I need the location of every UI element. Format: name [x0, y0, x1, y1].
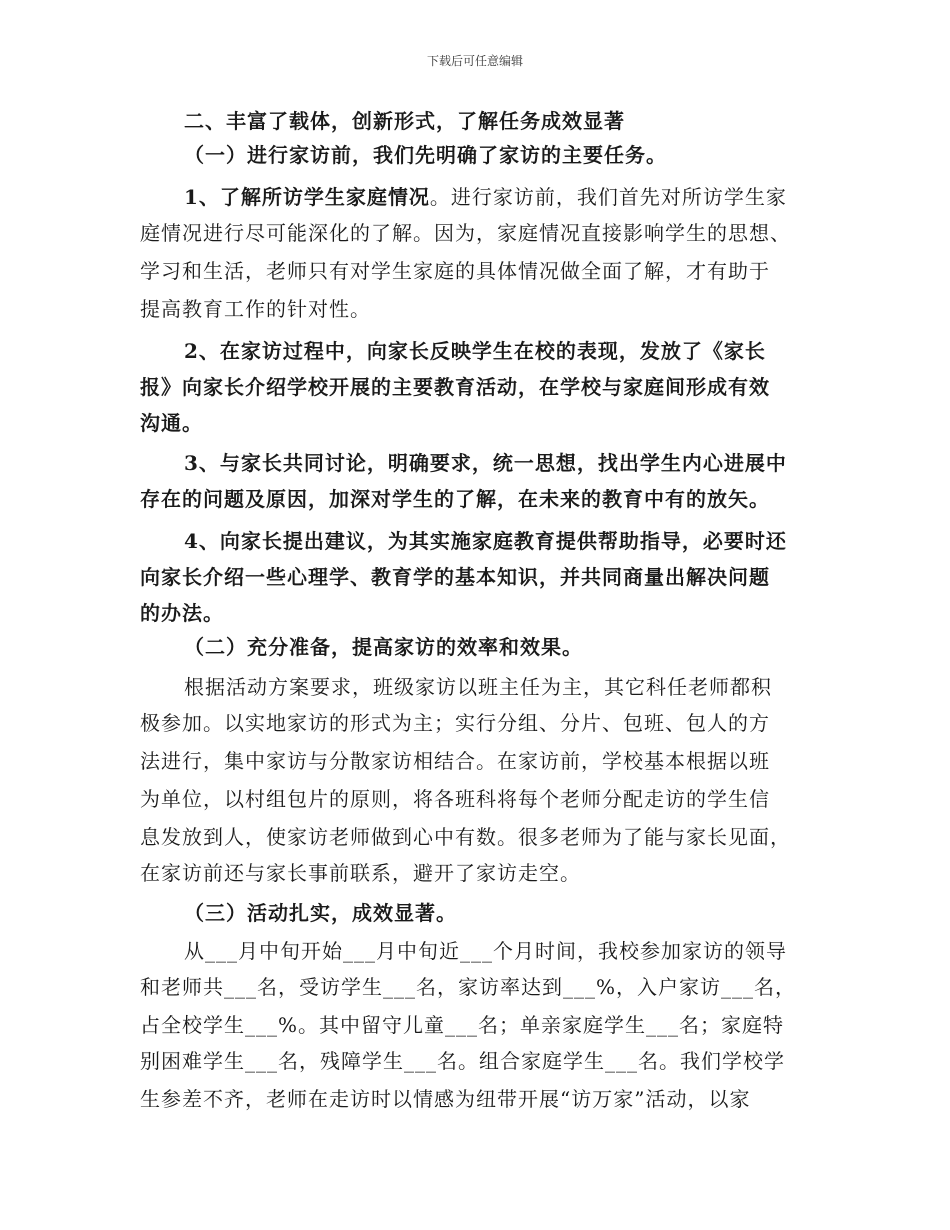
- text-line: 为单位，以村组包片的原则，将各班科将每个老师分配走访的学生信: [140, 787, 770, 811]
- text-line: （一）进行家访前，我们先明确了家访的主要任务。: [184, 143, 667, 167]
- text-line: 的办法。: [140, 601, 224, 625]
- text-line: 极参加。以实地家访的形式为主；实行分组、分片、包班、包人的方: [140, 711, 770, 735]
- text-line: 4、向家长提出建议，为其实施家庭教育提供帮助指导，必要时还: [184, 529, 787, 553]
- text-line: 2、在家访过程中，向家长反映学生在校的表现，发放了《家长: [184, 339, 766, 363]
- text-line: 报》向家长介绍学校开展的主要教育活动，在学校与家庭间形成有效: [140, 375, 770, 399]
- text-line: 庭情况进行尽可能深化的了解。因为，家庭情况直接影响学生的思想、: [140, 221, 791, 245]
- text-line: [184, 184, 787, 210]
- text-line: 3、与家长共同讨论，明确要求，统一思想，找出学生内心进展中: [184, 451, 787, 475]
- text-line: 息发放到人，使家访老师做到心中有数。很多老师为了能与家长见面，: [140, 825, 791, 849]
- text-line: 从___月中旬开始___月中旬近___个月时间，我校参加家访的领导: [184, 939, 787, 963]
- text-line: 提高教育工作的针对性。: [140, 297, 371, 321]
- text-line: 生参差不齐，老师在走访时以情感为纽带开展“访万家”活动，以家: [140, 1087, 751, 1111]
- text-line: 存在的问题及原因，加深对学生的了解，在未来的教育中有的放矢。: [140, 487, 770, 511]
- text-line: （二）充分准备，提高家访的效率和效果。: [184, 635, 583, 659]
- text-segment: 1、了解所访学生家庭情况: [184, 185, 430, 209]
- text-line: （三）活动扎实，成效显著。: [184, 901, 457, 925]
- text-line: 占全校学生___%。其中留守儿童___名；单亲家庭学生___名；家庭特: [140, 1013, 785, 1037]
- text-line: 根据活动方案要求，班级家访以班主任为主，其它科任老师都积: [184, 675, 772, 699]
- text-line: 沟通。: [140, 411, 203, 435]
- header-note: 下载后可任意编辑: [426, 54, 523, 68]
- text-line: 向家长介绍一些心理学、教育学的基本知识，并共同商量出解决问题: [140, 565, 770, 589]
- text-line: 法进行，集中家访与分散家访相结合。在家访前，学校基本根据以班: [140, 749, 770, 773]
- text-line: 二、丰富了载体，创新形式，了解任务成效显著: [184, 109, 625, 133]
- text-line: 和老师共___名，受访学生___名，家访率达到___%，入户家访___名，: [140, 975, 797, 999]
- text-line: 别困难学生___名，残障学生___名。组合家庭学生___名。我们学校学: [140, 1049, 785, 1073]
- text-segment: 。进行家访前，我们首先对所访学生家: [429, 185, 787, 209]
- text-line: 学习和生活，老师只有对学生家庭的具体情况做全面了解，才有助于: [140, 259, 770, 283]
- text-line: 在家访前还与家长事前联系，避开了家访走空。: [140, 861, 581, 885]
